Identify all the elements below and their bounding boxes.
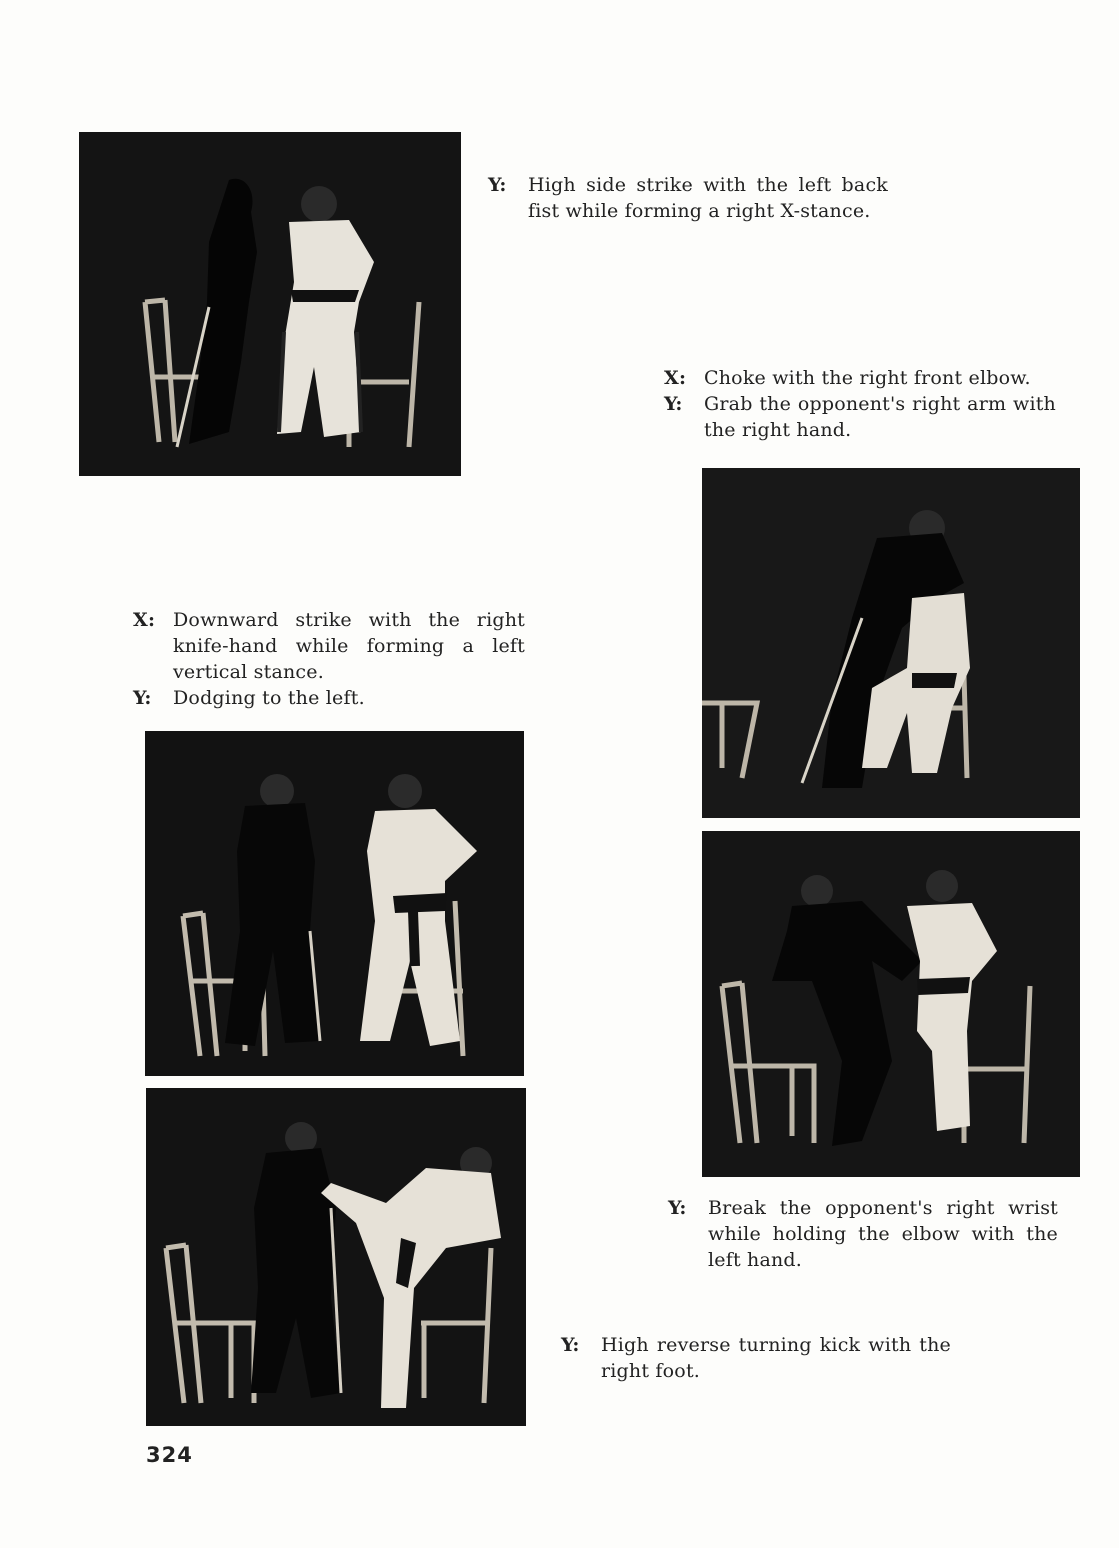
caption-tag: X:: [133, 609, 156, 631]
photo-elbow-choke: [702, 468, 1080, 818]
caption-line: [133, 685, 525, 711]
caption-tag: Y:: [488, 174, 507, 196]
photo-turning-kick: [146, 1088, 526, 1426]
caption-side-strike: [488, 172, 888, 224]
photo-wrist-break-image: [702, 831, 1080, 1177]
caption-elbow-choke: [664, 365, 1056, 443]
photo-wrist-break: [702, 831, 1080, 1177]
caption-text: High reverse turning kick with the right foot.: [601, 1334, 951, 1382]
caption-text: High side strike with the left back fist while forming a right X-stance.: [528, 174, 888, 222]
caption-tag: Y:: [664, 393, 683, 415]
caption-tag: Y:: [133, 687, 152, 709]
caption-wrist-break: [668, 1195, 1058, 1273]
caption-text: Dodging to the left.: [173, 687, 365, 709]
caption-text: Choke with the right front elbow.: [704, 367, 1031, 389]
caption-line: [488, 172, 888, 224]
caption-line: [664, 391, 1056, 443]
caption-line: [561, 1332, 951, 1384]
photo-side-strike-image: [79, 132, 461, 476]
caption-turning-kick: [561, 1332, 951, 1384]
caption-tag: Y:: [668, 1197, 687, 1219]
caption-line: [133, 607, 525, 685]
caption-tag: X:: [664, 367, 687, 389]
photo-side-strike: [79, 132, 461, 476]
caption-tag: Y:: [561, 1334, 580, 1356]
caption-line: [664, 365, 1056, 391]
page-number: 324: [146, 1443, 193, 1467]
caption-line: [668, 1195, 1058, 1273]
caption-knife-hand: [133, 607, 525, 711]
photo-knife-hand: [145, 731, 524, 1076]
caption-text: Downward strike with the right knife-hand while forming a left vertical stance.: [173, 609, 525, 683]
photo-elbow-choke-image: [702, 468, 1080, 818]
caption-text: Grab the opponent's right arm with the right hand.: [704, 393, 1056, 441]
caption-text: Break the opponent's right wrist while holding the elbow with the left hand.: [708, 1197, 1058, 1271]
photo-knife-hand-image: [145, 731, 524, 1076]
photo-turning-kick-image: [146, 1088, 526, 1426]
